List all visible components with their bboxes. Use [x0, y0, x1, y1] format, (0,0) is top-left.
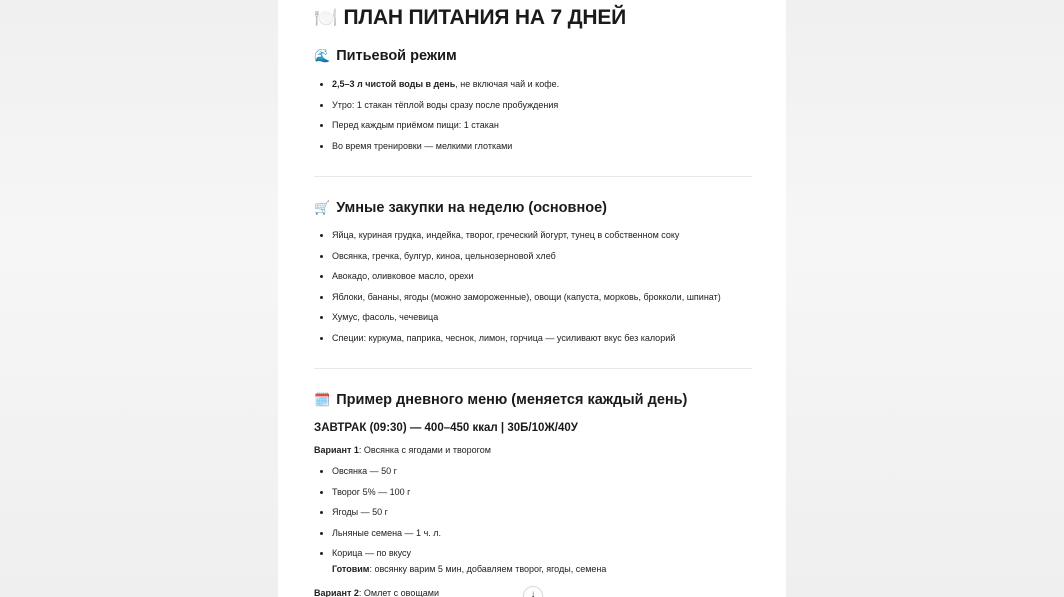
list-item: Перед каждым приёмом пищи: 1 стакан — [314, 120, 559, 141]
wave-icon: 🌊 — [314, 48, 331, 63]
list-item: Льняные семена — 1 ч. л. — [314, 528, 441, 549]
variant-1 — [314, 445, 491, 455]
water-first-bold: 2,5–3 л чистой воды в день — [332, 79, 456, 89]
cook-text: : овсянку варим 5 мин, добавляем творог, ягоды, семена — [369, 564, 607, 574]
divider — [314, 176, 752, 177]
list-item: Ягоды — 50 г — [314, 507, 441, 528]
list-item: Утро: 1 стакан тёплой воды сразу после пробуждения — [314, 100, 559, 121]
list-item: Творог 5% — 100 г — [314, 487, 441, 508]
list-item: Хумус, фасоль, чечевица — [314, 312, 721, 333]
variant-2 — [314, 588, 439, 597]
cook-instructions — [332, 564, 606, 574]
list-item: Овсянка, гречка, булгур, киноа, цельнозерновой хлеб — [314, 251, 721, 272]
scroll-down-button[interactable] — [523, 586, 543, 597]
water-first-rest: , не включая чай и кофе. — [455, 79, 560, 89]
water-heading — [314, 48, 457, 64]
variant-1-label: Вариант 1 — [314, 445, 359, 455]
shopping-list — [314, 230, 721, 353]
page-title — [314, 6, 626, 30]
menu-heading — [314, 392, 687, 408]
page-title-text: ПЛАН ПИТАНИЯ НА 7 ДНЕЙ — [343, 6, 627, 29]
divider — [314, 368, 752, 369]
list-item: Во время тренировки — мелкими глотками — [314, 141, 559, 162]
left-background — [0, 0, 278, 597]
shopping-heading-text: Умные закупки на неделю (основное) — [336, 200, 607, 216]
breakfast-heading: ЗАВТРАК (09:30) — 400–450 ккал | 30Б/10Ж/40У — [314, 422, 578, 434]
list-item: Овсянка — 50 г — [314, 466, 441, 487]
variant-2-text: : Омлет с овощами — [358, 588, 439, 597]
water-list — [314, 79, 559, 161]
arrow-down-icon: ↓ — [530, 589, 536, 597]
document-page — [278, 0, 786, 597]
variant-1-text: : Овсянка с ягодами и творогом — [358, 445, 491, 455]
menu-heading-text: Пример дневного меню (меняется каждый день) — [336, 392, 688, 408]
right-background — [786, 0, 1064, 597]
list-item: Корица — по вкусу — [314, 548, 441, 569]
list-item — [314, 79, 559, 100]
variant-1-ingredients — [314, 466, 441, 569]
calendar-icon: 🗓️ — [314, 392, 331, 407]
cart-icon: 🛒 — [314, 200, 331, 215]
list-item: Яйца, куриная грудка, индейка, творог, греческий йогурт, тунец в собственном соку — [314, 230, 721, 251]
list-item: Специи: куркума, паприка, чеснок, лимон, горчица — усиливают вкус без калорий — [314, 333, 721, 354]
list-item: Яблоки, бананы, ягоды (можно замороженные), овощи (капуста, морковь, брокколи, шпинат) — [314, 292, 721, 313]
water-heading-text: Питьевой режим — [336, 48, 457, 64]
list-item: Авокадо, оливковое масло, орехи — [314, 271, 721, 292]
variant-2-label: Вариант 2 — [314, 588, 359, 597]
shopping-heading — [314, 200, 607, 216]
cook-label: Готовим — [332, 564, 370, 574]
plate-icon: 🍽️ — [314, 8, 338, 29]
